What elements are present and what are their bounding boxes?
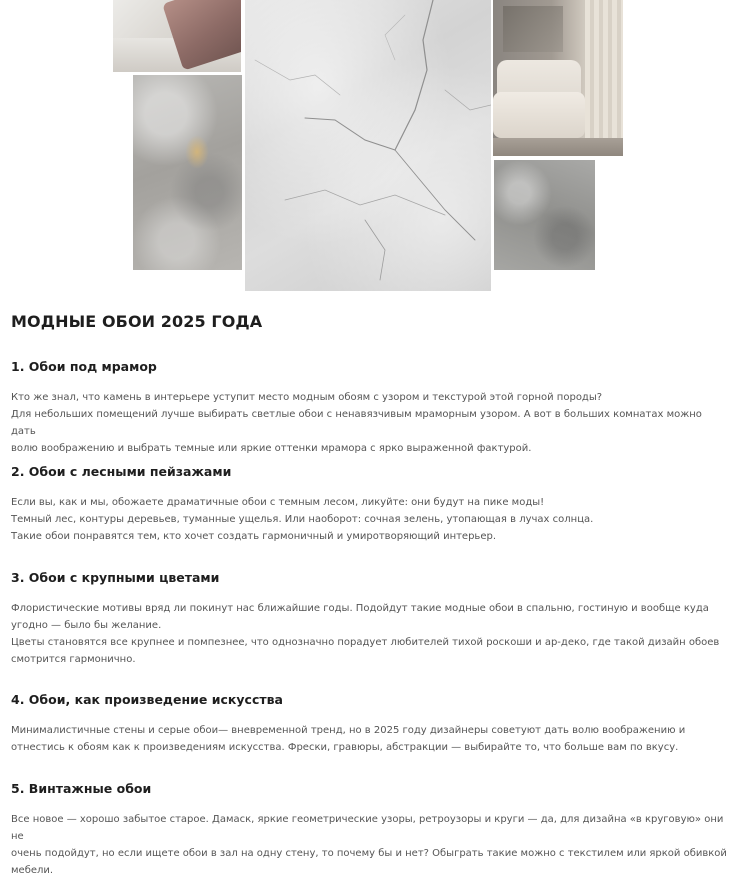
section-text-forest: Если вы, как и мы, обожаете драматичные обои с темным лесом, ликуйте: они будут на пике моды! Темный лес, контуры деревьев, туманные ущелья. Или наоборот: сочная зелень, утопающая в лучах солнца. Такие обои понравятся тем, кто хочет создать гармоничный и умиротворяющий интерьер.: [11, 497, 594, 542]
gray-stone-wallpaper-photo: [494, 160, 595, 270]
section-heading-vintage: 5. Винтажные обои: [11, 781, 152, 796]
section-text-marble: Кто же знал, что камень в интерьере уступит место модным обоям с узором и текстурой этой горной породы? Для небольших помещений лучше выбирать светлые обои с ненавязчивым мраморным узором. А вот в больших комнатах можно дать волю воображению и выбрать темные или яркие оттенки мрамора с ярко выраженной фактурой.: [11, 392, 702, 454]
section-text-art: Минималистичные стены и серые обои— вневременной тренд, но в 2025 году дизайнеры советуют дать волю воображению и отнестись к обоям как к произведениям искусства. Фрески, гравюры, абстракции — выбирайте то, что больше вам по вкусу.: [11, 725, 686, 753]
section-heading-art: 4. Обои, как произведение искусства: [11, 692, 283, 707]
section-text-flowers: Флористические мотивы вряд ли покинут нас ближайшие годы. Подойдут такие модные обои в спальню, гостиную и вообще куда угодно — было бы желание. Цветы становятся все крупнее и помпезнее, что однозначно порадует любителей тихой роскоши и ар-деко, где такой дизайн обоев смотрится гармонично.: [11, 603, 720, 665]
marble-wallpaper-photo: [245, 0, 491, 291]
section-heading-forest: 2. Обои с лесными пейзажами: [11, 464, 232, 479]
section-heading-marble: 1. Обои под мрамор: [11, 359, 157, 374]
wallpaper-collage: [0, 0, 748, 292]
bedding-photo: [113, 0, 241, 72]
section-text-vintage: Все новое — хорошо забытое старое. Дамаск, яркие геометрические узоры, ретроузоры и круги — да, для дизайна «в круговую» они не очень подойдут, но если ищете обои в зал на одну стену, то почему бы и нет? Обыграть такие можно с текстилем или яркой обивкой мебели.: [11, 814, 727, 876]
article-title: МОДНЫЕ ОБОИ 2025 ГОДА: [11, 312, 263, 331]
article: [11, 312, 727, 876]
section-heading-flowers: 3. Обои с крупными цветами: [11, 570, 220, 585]
sofa-interior-photo: [493, 0, 623, 156]
gray-texture-wallpaper-photo: [133, 75, 242, 270]
